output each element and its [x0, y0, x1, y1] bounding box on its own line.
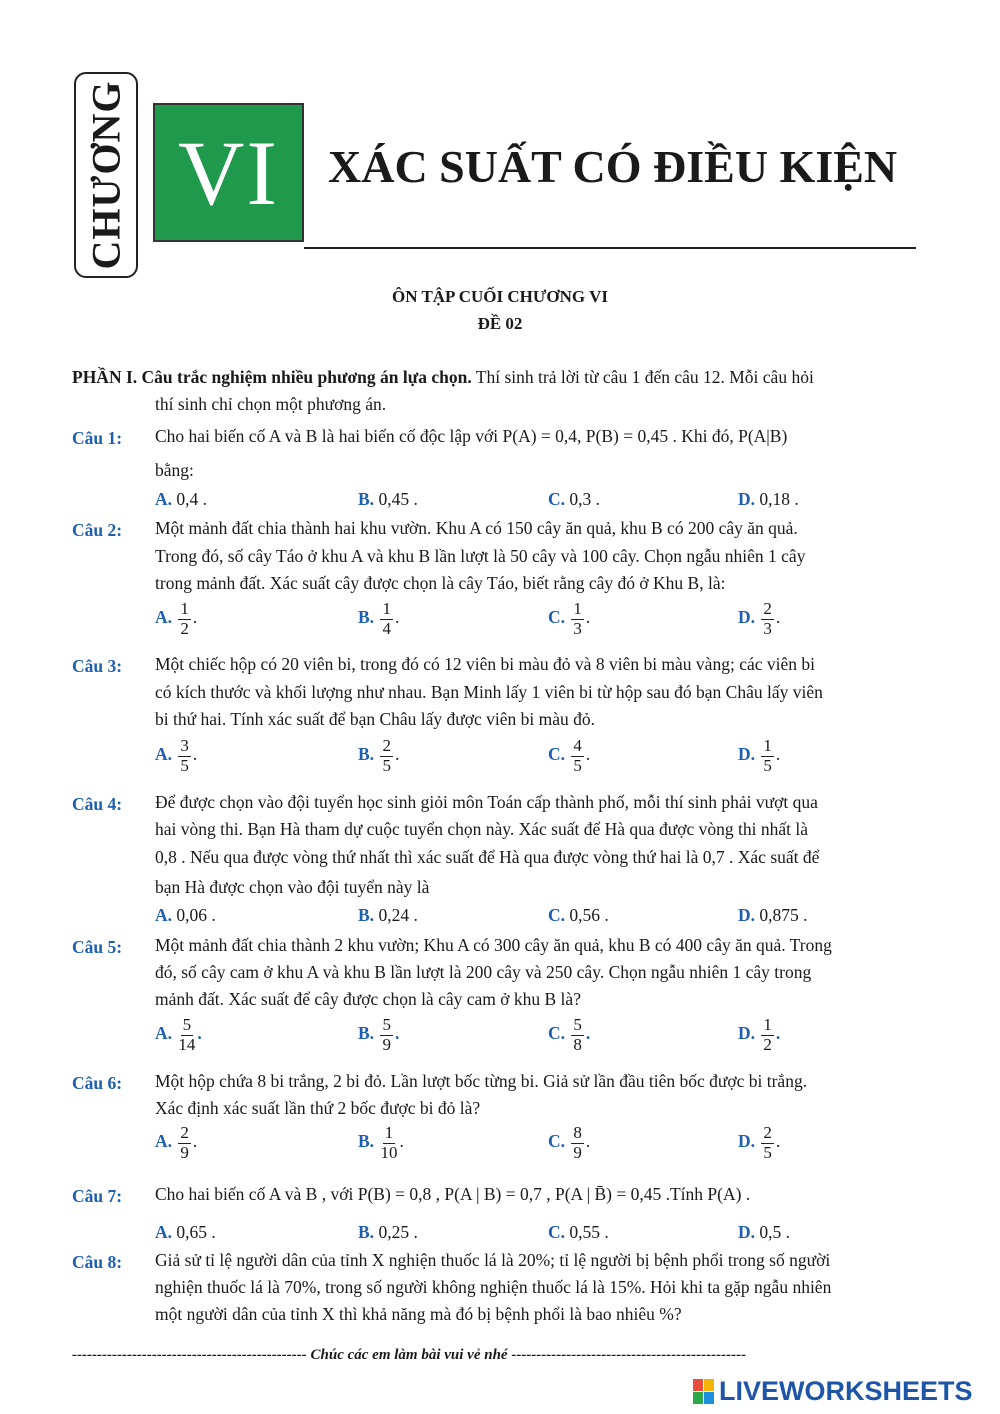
question-text: bằng: — [155, 460, 194, 480]
option-d[interactable]: D. $\frac{2}{5}$ . — [738, 1123, 781, 1162]
question-text: có kích thước và khối lượng như nhau. Bạn Minh lấy 1 viên bi từ hộp sau đó bạn Châu lấy viên — [155, 682, 823, 702]
option-d[interactable]: D. $\frac{2}{3}$ . — [738, 599, 781, 638]
question-label: Câu 4: — [72, 794, 123, 814]
chapter-label: CHƯƠNG — [83, 80, 129, 270]
option-a[interactable]: A. 0,4 . — [155, 489, 208, 509]
option-c[interactable]: C. 0,56 . — [548, 905, 609, 925]
question-text: trong mảnh đất. Xác suất cây được chọn là cây Táo, biết rằng cây đó ở Khu B, là: — [155, 573, 726, 593]
question-text: Một mảnh đất chia thành 2 khu vườn; Khu A có 300 cây ăn quả, khu B có 400 cây ăn quả. Trong — [155, 935, 832, 955]
title-divider — [304, 247, 916, 249]
question-text: Một hộp chứa 8 bi trắng, 2 bi đỏ. Lần lượt bốc từng bi. Giả sử lần đầu tiên bốc được bi trắng. — [155, 1071, 808, 1091]
question-label: Câu 1: — [72, 428, 123, 448]
chapter-number: VI — [153, 103, 304, 242]
question-text: Trong đó, số cây Táo ở khu A và khu B lần lượt là 50 cây và 100 cây. Chọn ngẫu nhiên 1 cây — [155, 546, 806, 566]
option-b[interactable]: B. $\frac{1}{10}$ . — [358, 1123, 404, 1162]
question-text: mảnh đất. Xác suất để cây được chọn là cây cam ở khu B là? — [155, 989, 581, 1009]
question-text: nghiện thuốc lá là 70%, trong số người không nghiện thuốc lá là 15%. Hỏi khi ta gặp ngẫu nhiên — [155, 1277, 832, 1297]
option-c[interactable]: C. $\frac{4}{5}$ . — [548, 736, 591, 775]
review-title: ÔN TẬP CUỐI CHƯƠNG VI — [392, 287, 608, 306]
question-label: Câu 5: — [72, 937, 123, 957]
exam-code: ĐỀ 02 — [477, 314, 523, 333]
question-text: Cho hai biến cố A và B , với P(B) = 0,8 , P(A | B) = 0,7 , P(A | B̄) = 0,45 .Tính P(A) . — [155, 1184, 751, 1204]
question-text: một người dân của tỉnh X thì khả năng mà đó bị bệnh phổi là bao nhiêu %? — [155, 1304, 682, 1324]
question-text: Giả sử tỉ lệ người dân của tỉnh X nghiện thuốc lá là 20%; tỉ lệ người bị bệnh phổi trong số người — [155, 1250, 831, 1270]
part1-heading: PHẦN I. Câu trắc nghiệm nhiều phương án lựa chọn. — [72, 367, 472, 387]
option-a[interactable]: A. 0,65 . — [155, 1222, 216, 1242]
option-b[interactable]: B. 0,45 . — [358, 489, 418, 509]
question-label: Câu 2: — [72, 520, 123, 540]
option-c[interactable]: C. $\frac{5}{8}$ . — [548, 1015, 591, 1054]
option-a[interactable]: A. $\frac{1}{2}$ . — [155, 599, 198, 638]
option-c[interactable]: C. 0,55 . — [548, 1222, 609, 1242]
option-a[interactable]: A. $\frac{3}{5}$ . — [155, 736, 198, 775]
footer-message: ----------------------------------------------- Chúc các em làm bài vui vẻ nhé ----------------------------------------------- — [72, 1347, 747, 1363]
option-b[interactable]: B. $\frac{5}{9}$ . — [358, 1015, 400, 1054]
question-text: bi thứ hai. Tính xác suất để bạn Châu lấy được viên bi màu đỏ. — [155, 709, 596, 729]
option-a[interactable]: A. 0,06 . — [155, 905, 216, 925]
option-d[interactable]: D. $\frac{1}{2}$ . — [738, 1015, 781, 1054]
question-text: Một mảnh đất chia thành hai khu vườn. Khu A có 150 cây ăn quả, khu B có 200 cây ăn quả. — [155, 518, 798, 538]
option-d[interactable]: D. 0,875 . — [738, 905, 808, 925]
option-d[interactable]: D. 0,18 . — [738, 489, 799, 509]
question-text: Xác định xác suất lần thứ 2 bốc được bi đỏ là? — [155, 1098, 481, 1118]
question-text: Cho hai biến cố A và B là hai biến cố độc lập với P(A) = 0,4, P(B) = 0,45 . Khi đó, P(A|B) — [155, 426, 788, 446]
option-b[interactable]: B. $\frac{2}{5}$ . — [358, 736, 400, 775]
chapter-label-box — [74, 72, 138, 278]
part1-intro-line2: thí sinh chỉ chọn một phương án. — [155, 394, 387, 414]
option-c[interactable]: C. 0,3 . — [548, 489, 601, 509]
question-text: bạn Hà được chọn vào đội tuyển này là — [155, 877, 430, 897]
question-text: đó, số cây cam ở khu A và khu B lần lượt là 200 cây và 250 cây. Chọn ngẫu nhiên 1 cây trong — [155, 962, 812, 982]
part1-intro-text: Thí sinh trả lời từ câu 1 đến câu 12. Mỗi câu hỏi — [471, 367, 814, 387]
part1-intro — [72, 369, 814, 387]
brand-logo[interactable] — [693, 1376, 973, 1407]
chapter-title: XÁC SUẤT CÓ ĐIỀU KIỆN — [328, 141, 898, 192]
question-label: Câu 3: — [72, 656, 123, 676]
question-label: Câu 7: — [72, 1186, 123, 1206]
question-label: Câu 6: — [72, 1073, 123, 1093]
question-text: Một chiếc hộp có 20 viên bi, trong đó có 12 viên bi màu đỏ và 8 viên bi màu vàng; các viên bi — [155, 654, 815, 674]
option-b[interactable]: B. $\frac{1}{4}$ . — [358, 599, 400, 638]
option-b[interactable]: B. 0,25 . — [358, 1222, 418, 1242]
question-label: Câu 8: — [72, 1252, 123, 1272]
question-text: 0,8 . Nếu qua được vòng thứ nhất thì xác suất để Hà qua được vòng thứ hai là 0,7 . Xác suất để — [155, 847, 820, 867]
option-a[interactable]: A. $\frac{5}{14}$ . — [155, 1015, 202, 1054]
option-a[interactable]: A. $\frac{2}{9}$ . — [155, 1123, 198, 1162]
option-c[interactable]: C. $\frac{1}{3}$ . — [548, 599, 591, 638]
question-text: hai vòng thi. Bạn Hà tham dự cuộc tuyển chọn này. Xác suất để Hà qua được vòng thi nhất là — [155, 819, 809, 839]
option-b[interactable]: B. 0,24 . — [358, 905, 418, 925]
option-d[interactable]: D. 0,5 . — [738, 1222, 791, 1242]
option-c[interactable]: C. $\frac{8}{9}$ . — [548, 1123, 591, 1162]
option-d[interactable]: D. $\frac{1}{5}$ . — [738, 736, 781, 775]
brand-name: LIVEWORKSHEETS — [719, 1376, 973, 1406]
liveworksheets-icon — [693, 1379, 715, 1405]
question-text: Để được chọn vào đội tuyển học sinh giỏi môn Toán cấp thành phố, mỗi thí sinh phải vượt qua — [155, 792, 818, 812]
